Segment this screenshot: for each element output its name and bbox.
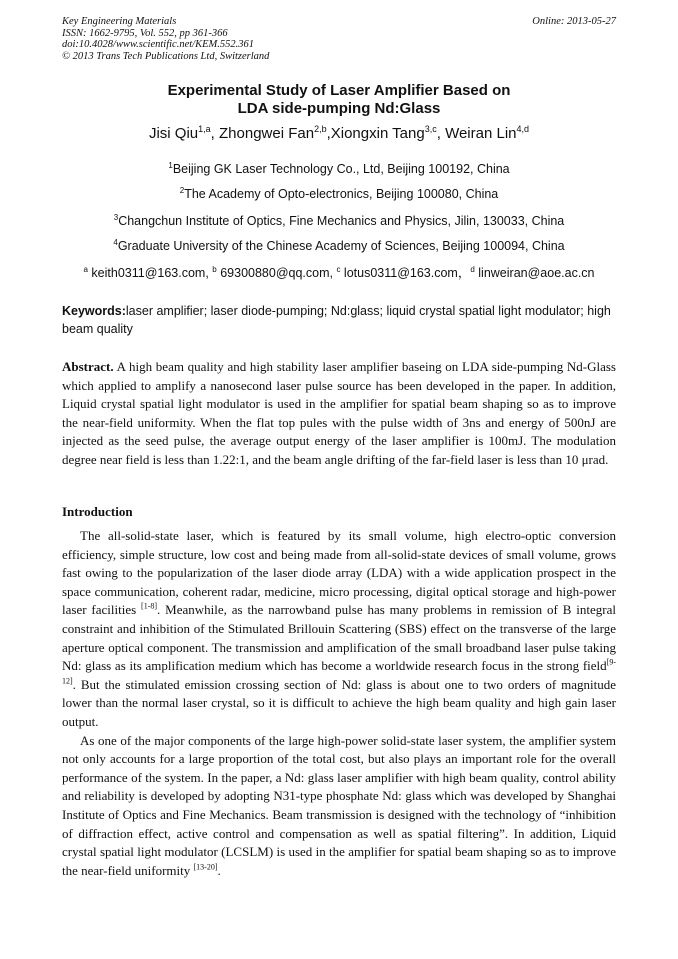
affiliation-text: Beijing GK Laser Technology Co., Ltd, Beijing 100192, China [172,162,510,177]
abstract-text: A high beam quality and high stability laser amplifier baseing on LDA side-pumping Nd-Glass which applied to amplify a nanosecond laser pulse source has been developed in the paper. In addition, Liquid crystal spatial light modulator is used in the amplifier for spatial beam shaping so as to improve the near-field uniformity. When the flat top pules with the pulse width of 3ns and energy of 500nJ are injected as the seed pulse, the average output energy of the laser amplifier is 100mJ. The modulation degree near field is less than 1.22:1, and the beam angle drifting of the far-field laser is less than 10 μrad. [62,359,616,467]
abstract [62,358,616,470]
email-address: linweiran@aoe.ac.cn [474,266,595,280]
introduction-body [62,527,616,880]
paragraph-text: . [217,862,221,878]
affiliation-text: Graduate University of the Chinese Academy of Sciences, Beijing 100094, China [117,239,565,254]
affiliation-number: 3 [113,213,119,222]
citation: [1-8] [141,602,158,612]
affiliation [0,213,678,228]
citation: [9-12] [62,657,616,686]
paragraph [62,732,616,881]
author-separator: , [326,125,331,142]
author-superscript: 4,d [516,124,530,134]
author-name: Weiran Lin [445,125,517,142]
email-marker: b [212,264,217,274]
keywords-text: laser amplifier; laser diode-pumping; Nd:glass; liquid crystal spatial light modulator; high beam quality [62,304,611,336]
paragraph-text: The all-solid-state laser, which is featured by its small volume, high electro-optic conversion efficiency, simple structure, low cost and being made from all-solid-state devices of small volume, grows fast owing to the popularization of the laser diode array (LDA) with a wide application prospect in the space communication, coherent radar, medicine, micro processing, digital optical storage and high-power laser facilities [62,528,616,618]
keywords-label: Keywords: [62,304,126,318]
email-marker: c [336,264,341,274]
paragraph-text: As one of the major components of the large high-power solid-state laser system, the amplifier system not only accounts for a large proportion of the total cost, but also plays an important role for the overall performance of the system. In the paper, a Nd: glass laser amplifier with high beam quality, control ability and reliability is developed by adopting N31-type phosphate Nd: glass which was developed by Shanghai Institute of Optics and Fine Mechanics. Beam transmission is designed with the technology of “inhibition of diffraction effect, active control and compensation as well as spatial filtering”. In addition, Liquid crystal spatial light modulator (LCSLM) is used in the amplifier for spatial beam shaping so as to improve the near-field uniformity [62,732,616,878]
paragraph-text: . Meanwhile, as the narrowband pulse has many problems in remission of B integral constraint and inhibition of the Stimulated Brillouin Scattering (SBS) effect on the transverse of the large aperture optical component. The transmission and amplification of the small broadband laser pulse taking Nd: glass as its amplification medium which has become a worldwide research focus in the strong field [62,602,616,674]
affiliation [0,186,678,201]
online-date: Online: 2013-05-27 [532,16,616,27]
affiliation-number: 2 [179,186,185,195]
citation: [13-20] [193,862,218,872]
author-superscript: 1,a [198,124,211,134]
affiliation-number: 1 [168,161,173,170]
email-marker: d [470,264,475,274]
keywords [62,302,618,338]
email-marker: a [83,264,88,274]
journal-name: Key Engineering Materials [62,16,177,27]
email-address: lotus0311@163.com， [340,266,471,280]
author-name: Jisi Qiu [148,125,199,142]
email-list [0,263,678,281]
paper-title [0,82,678,118]
affiliation-text: The Academy of Opto-electronics, Beijing 100080, China [184,187,499,202]
author-separator: , [210,125,219,142]
journal-header [62,16,269,62]
affiliation-text: Changchun Institute of Optics, Fine Mechanics and Physics, Jilin, 130033, China [118,214,565,229]
author-name: Xiongxin Tang [330,125,425,142]
affiliation [0,238,678,253]
section-heading: Introduction [62,504,133,519]
paragraph-text: . But the stimulated emission crossing section of Nd: glass is about one to two orders of magnitude lower than the normal laser crystal, so it is difficult to achieve the high beam quality and high gain laser output. [62,676,616,729]
author-superscript: 2,b [314,124,327,134]
copyright-line: © 2013 Trans Tech Publications Ltd, Switzerland [62,50,270,62]
author-name: Zhongwei Fan [219,125,315,142]
abstract-label: Abstract. [62,359,114,374]
title-line-2: LDA side-pumping Nd:Glass [237,100,441,117]
author-superscript: 3,c [424,124,437,134]
affiliation-number: 4 [113,238,118,247]
paragraph [62,527,616,732]
author-separator: , [436,125,446,142]
email-address: 69300880@qq.com, [216,266,337,280]
email-address: keith0311@163.com, [87,266,213,280]
affiliation [0,161,678,176]
issn-line: ISSN: 1662-9795, Vol. 552, pp 361-366 [62,27,228,39]
title-line-1: Experimental Study of Laser Amplifier Based on [167,82,511,99]
author-list [0,124,678,142]
doi-line: doi:10.4028/www.scientific.net/KEM.552.361 [62,39,254,50]
